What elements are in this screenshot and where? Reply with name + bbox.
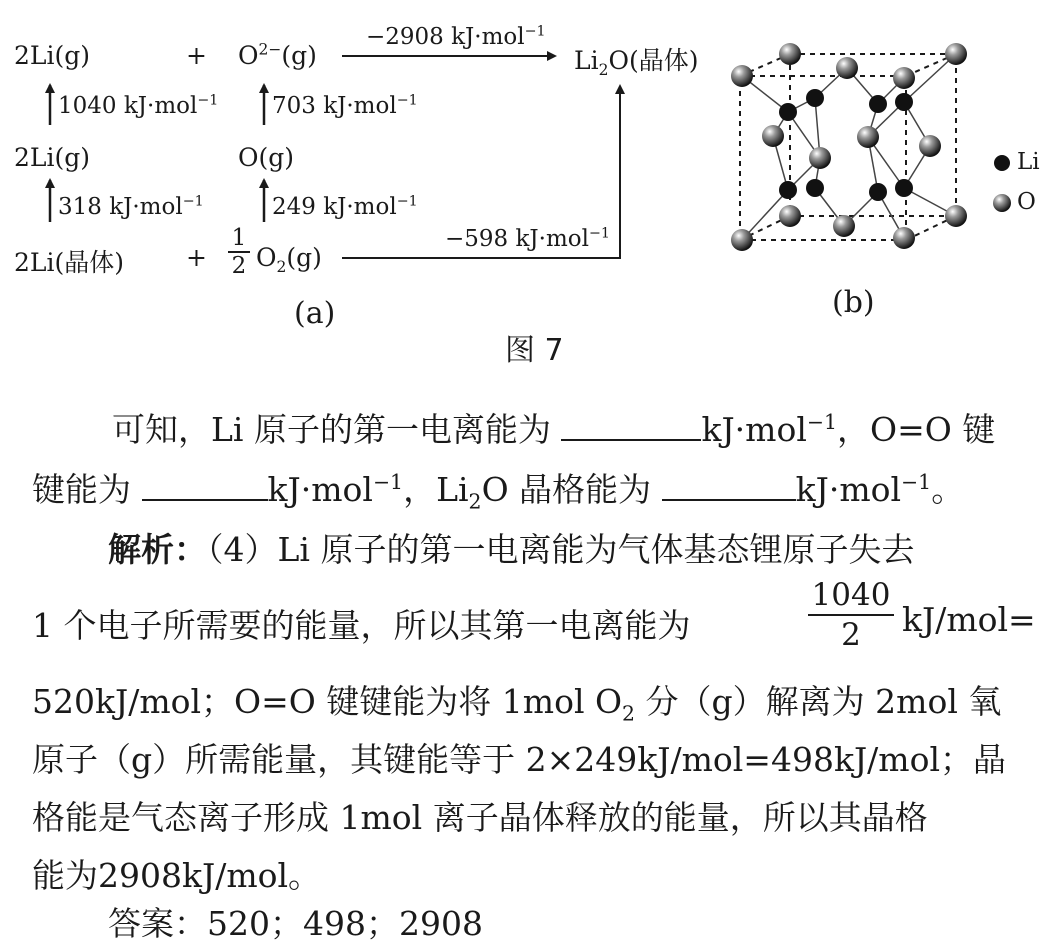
legend-o-label: O: [1017, 189, 1036, 215]
answer-value: 520；498；2908: [207, 904, 483, 943]
analysis-line-4: 原子（g）所需能量，其键能等于 2×249kJ/mol=498kJ/mol；晶: [32, 740, 1006, 779]
row3-plus: +: [186, 243, 207, 272]
analysis-fraction: 1040 2: [808, 576, 894, 654]
label-a: (a): [294, 296, 336, 331]
analysis-line-2-unit: kJ/mol=: [902, 600, 1036, 639]
label-formation-enthalpy: −598 kJ·mol$^{-1}$: [445, 225, 610, 252]
legend-li-marker: [994, 155, 1010, 171]
analysis-line-1: 解析：（4）Li 原子的第一电离能为气体基态锂原子失去: [108, 530, 915, 569]
blank-bond-energy: [142, 469, 268, 501]
question-line-2: 键能为 kJ·mol$^{-1}$，$Li_2O$ 晶格能为 kJ·mol$^{-1}$。: [32, 470, 965, 514]
blank-ionization-energy: [561, 409, 701, 441]
question-line-1: 可知，Li 原子的第一电离能为 kJ·mol$^{-1}$，O=O 键: [112, 410, 996, 449]
o-atoms: [731, 43, 967, 251]
row1-plus: +: [186, 41, 207, 70]
row3-o2: $O_2(g)$: [256, 243, 322, 276]
analysis-label: 解析：: [108, 530, 207, 569]
row2-li: 2Li(g): [14, 143, 91, 172]
row1-oxide-ion: $O^{2-}(g)$: [238, 40, 317, 70]
answer-line: [108, 898, 483, 945]
label-b: (b): [832, 285, 875, 320]
product-li2o: $Li_2O$(晶体): [574, 46, 699, 79]
label-o-electron-affinity: 703 kJ·mol$^{-1}$: [272, 92, 418, 119]
analysis-line-3: 520kJ/mol；O=O 键键能为将 1mol $O_2$ 分（g）解离为 2mol 氧: [32, 682, 1002, 726]
legend-li-label: Li: [1017, 149, 1040, 175]
label-lattice-energy: −2908 kJ·mol$^{-1}$: [366, 23, 546, 50]
label-o-dissociation: 249 kJ·mol$^{-1}$: [272, 193, 418, 220]
analysis-line-2: 1 个电子所需要的能量，所以其第一电离能为: [32, 606, 691, 645]
label-li-ionization: 1040 kJ·mol$^{-1}$: [58, 92, 219, 119]
crystal-structure: [716, 30, 1055, 270]
analysis-line-6: 能为2908kJ/mol。: [32, 856, 322, 895]
legend-o-marker: [993, 194, 1011, 212]
row3-half-fraction: 1 2: [228, 225, 250, 279]
figure-caption: 图 7: [505, 333, 564, 368]
row1-li: 2Li(g): [14, 41, 91, 70]
blank-lattice-energy: [662, 469, 796, 501]
row3-li-crystal: 2Li(晶体): [14, 248, 125, 277]
answer-label: 答案：: [108, 904, 207, 943]
analysis-line-5: 格能是气态离子形成 1mol 离子晶体释放的能量，所以其晶格: [32, 798, 928, 837]
label-li-sublimation: 318 kJ·mol$^{-1}$: [58, 193, 204, 220]
row2-o: O(g): [238, 143, 295, 172]
